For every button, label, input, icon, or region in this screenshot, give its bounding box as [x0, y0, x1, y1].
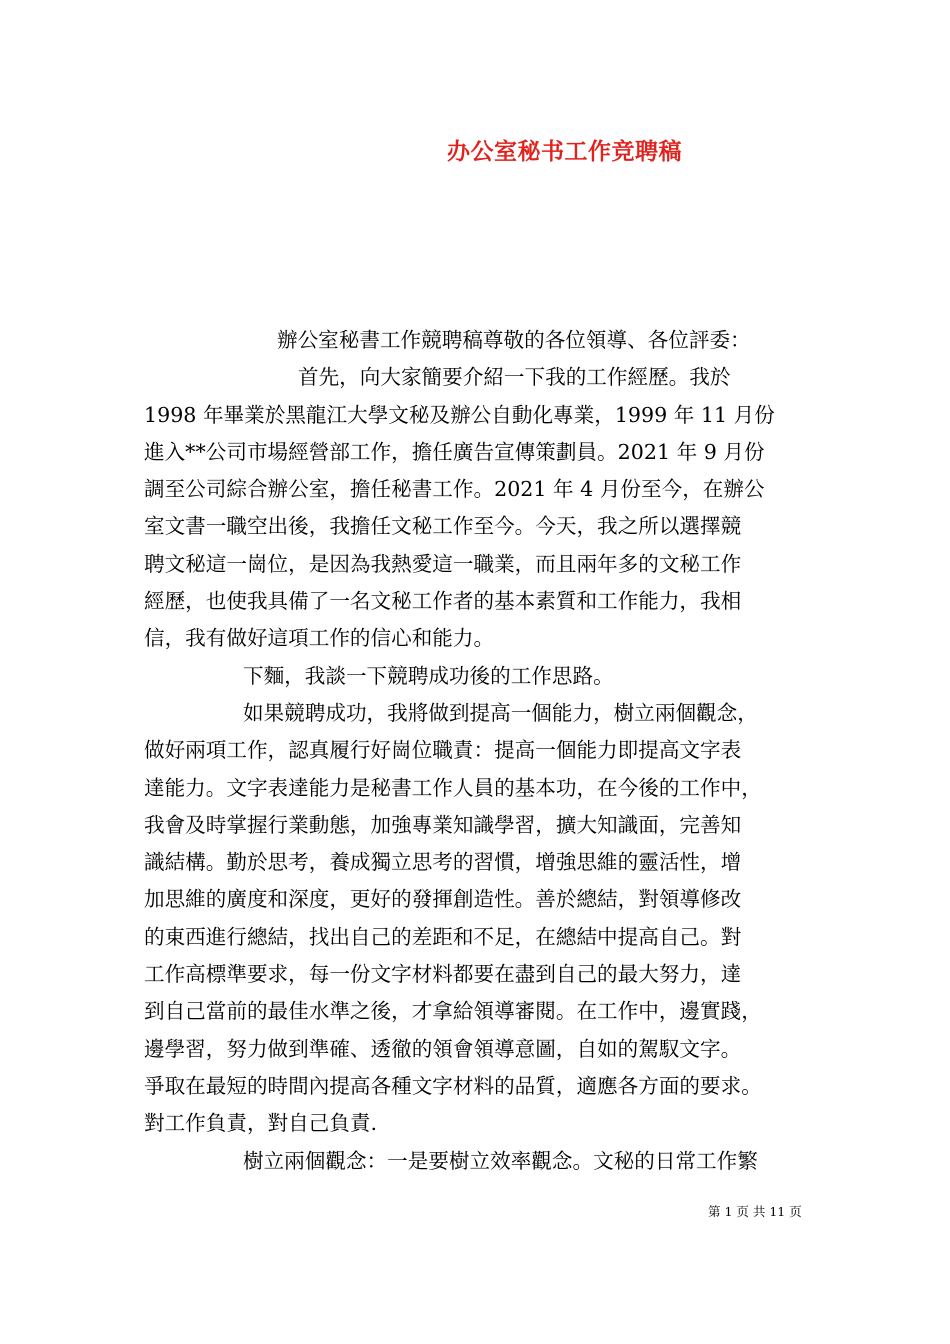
document-body [144, 322, 824, 1180]
body-line: 辦公室秘書工作競聘稿尊敬的各位領導、各位評委： [277, 328, 751, 352]
body-line: 下麵，我談一下競聘成功後的工作思路。 [243, 663, 614, 688]
body-line: 爭取在最短的時間內提高各種文字材料的品質，適應各方面的要求。 [144, 1073, 762, 1098]
body-line: 進入**公司市場經營部工作，擔任廣告宣傳策劃員。2021 年 9 月份 [144, 439, 765, 464]
body-line: 如果競聘成功，我將做到提高一個能力，樹立兩個觀念， [243, 700, 758, 725]
body-line: 識結構。勤於思考，養成獨立思考的習慣，增強思維的靈活性，增 [144, 850, 742, 875]
body-line: 邊學習，努力做到準確、透徹的領會領導意圖，自如的駕馭文字。 [144, 1036, 742, 1061]
body-line: 樹立兩個觀念：一是要樹立效率觀念。文秘的日常工作繁 [243, 1148, 758, 1173]
body-line: 室文書一職空出後，我擔任文秘工作至今。今天，我之所以選擇競 [144, 514, 742, 539]
body-line: 調至公司綜合辦公室，擔任秘書工作。2021 年 4 月份至今，在辦公 [144, 477, 765, 502]
page-number: 第 1 页 共 11 页 [708, 1204, 802, 1219]
body-line: 加思維的廣度和深度，更好的發揮創造性。善於總結，對領導修改 [144, 887, 742, 912]
body-line: 達能力。文字表達能力是秘書工作人員的基本功，在今後的工作中， [144, 775, 762, 800]
body-line: 信，我有做好這項工作的信心和能力。 [144, 626, 495, 651]
body-line: 我會及時掌握行業動態，加強專業知識學習，擴大知識面，完善知 [144, 812, 742, 837]
body-line: 做好兩項工作，認真履行好崗位職責：提高一個能力即提高文字表 [144, 738, 742, 763]
body-line: 到自己當前的最佳水準之後，才拿給領導審閱。在工作中，邊實踐， [144, 999, 762, 1024]
body-line: 經歷，也使我具備了一名文秘工作者的基本素質和工作能力，我相 [144, 589, 742, 614]
body-line: 首先，向大家簡要介紹一下我的工作經歷。我於 [298, 365, 731, 390]
body-line: 聘文秘這一崗位，是因為我熱愛這一職業，而且兩年多的文秘工作 [144, 551, 742, 576]
body-line: 的東西進行總結，找出自己的差距和不足，在總結中提高自己。對 [144, 924, 742, 949]
body-line: 工作高標準要求，每一份文字材料都要在盡到自己的最大努力，達 [144, 962, 742, 987]
document-title: 办公室秘书工作竞聘稿 [447, 138, 682, 165]
body-line: 1998 年畢業於黑龍江大學文秘及辦公自動化專業，1999 年 11 月份 [144, 402, 775, 427]
body-line: 對工作負責，對自己負責. [144, 1111, 378, 1136]
